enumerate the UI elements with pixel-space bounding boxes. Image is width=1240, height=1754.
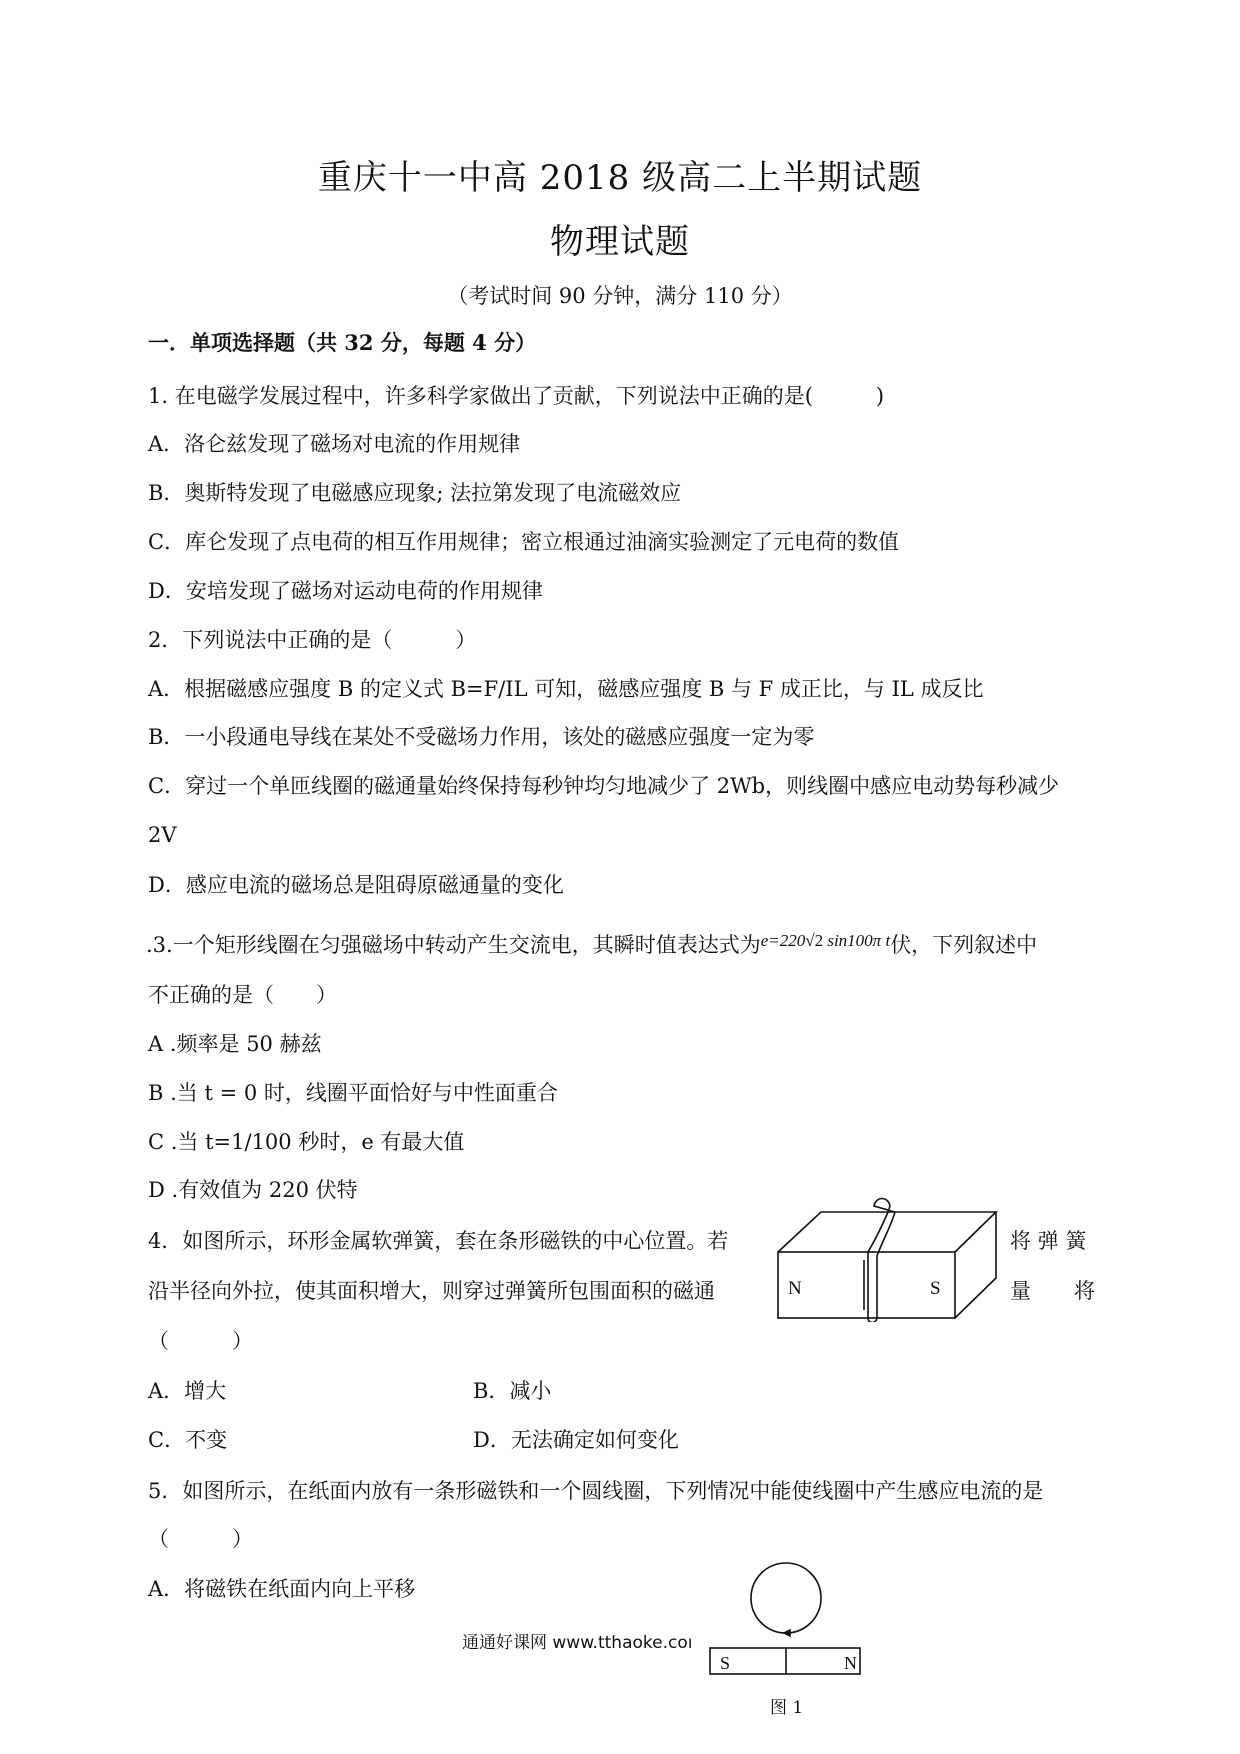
magnet-front-face (778, 1252, 955, 1318)
q2-stem: 2．下列说法中正确的是（ ） (148, 628, 477, 652)
q3-stem-b: 伏，下列叙述中 (890, 933, 1038, 957)
q3-stem-cont: 不正确的是（ ） (148, 983, 337, 1007)
coil-direction-arrow (784, 1630, 790, 1636)
q5-magnet-s-label: S (720, 1653, 731, 1673)
q3-stem-a: .3.一个矩形线圈在匀强磁场中转动产生交流电，其瞬时值表达式为 (146, 933, 761, 957)
magnet-right-face (955, 1212, 996, 1318)
q1-stem: 1. 在电磁学发展过程中，许多科学家做出了贡献，下列说法中正确的是( ) (148, 384, 885, 408)
exam-info: （考试时间 90 分钟，满分 110 分） (447, 284, 793, 308)
magnet-s-label: S (930, 1278, 941, 1299)
q3-option-d: D .有效值为 220 伏特 (148, 1178, 358, 1202)
q4-line2: 沿半径向外拉，使其面积增大，则穿过弹簧所包围面积的磁通 (148, 1279, 715, 1303)
q3-option-b: B .当 t = 0 时，线圈平面恰好与中性面重合 (148, 1081, 558, 1105)
q4-magnet-figure (776, 1192, 998, 1322)
q2-option-c: C．穿过一个单匝线圈的磁通量始终保持每秒钟均匀地减少了 2Wb，则线圈中感应电动势每秒减少 (148, 774, 1060, 798)
q5-magnet-n-label: N (844, 1653, 857, 1673)
q4-option-d: D．无法确定如何变化 (473, 1428, 679, 1452)
q3-option-c: C .当 t=1/100 秒时，e 有最大值 (148, 1130, 465, 1154)
q5-coil-magnet-figure (706, 1562, 866, 1690)
q3-formula: e=220√2 sin100π t (760, 931, 891, 950)
q2-option-a: A．根据磁感应强度 B 的定义式 B=F/IL 可知，磁感应强度 B 与 F 成正比，与 IL 成反比 (148, 677, 984, 701)
q2-option-c-cont: 2V (148, 823, 177, 847)
watermark: 通通好课网 www.tthaoke.coı (462, 1633, 693, 1653)
q4-blank: （ ） (148, 1329, 253, 1353)
figure-label: 图 1 (770, 1698, 804, 1718)
subject-title: 物理试题 (550, 222, 690, 262)
q4-line1-right: 将 弹 簧 (1010, 1229, 1087, 1253)
q1-option-c: C．库仑发现了点电荷的相互作用规律；密立根通过油滴实验测定了元电荷的数值 (148, 530, 900, 554)
q1-option-a: A．洛仑兹发现了磁场对电流的作用规律 (148, 432, 521, 456)
q5-option-a: A．将磁铁在纸面内向上平移 (148, 1577, 416, 1601)
q3-option-a: A .频率是 50 赫兹 (148, 1032, 322, 1056)
q4-line1: 4．如图所示，环形金属软弹簧，套在条形磁铁的中心位置。若 (148, 1229, 729, 1253)
q2-option-d: D．感应电流的磁场总是阻碍原磁通量的变化 (148, 873, 564, 897)
magnet-n-label: N (788, 1278, 802, 1299)
q4-option-c: C．不变 (148, 1428, 228, 1452)
school-title: 重庆十一中高 2018 级高二上半期试题 (317, 158, 923, 198)
q4-option-a: A．增大 (148, 1379, 227, 1403)
section-heading: 一．单项选择题（共 32 分，每题 4 分） (148, 330, 537, 355)
q4-option-b: B．减小 (473, 1379, 552, 1403)
circular-coil (751, 1563, 821, 1633)
q1-option-d: D．安培发现了磁场对运动电荷的作用规律 (148, 579, 543, 603)
q4-line2-right-a: 量 (1010, 1279, 1031, 1303)
q4-line2-right-b: 将 (1074, 1279, 1095, 1303)
q1-option-b: B．奥斯特发现了电磁感应现象; 法拉第发现了电流磁效应 (148, 481, 682, 505)
q3-stem (146, 930, 1037, 962)
spring-ring (868, 1199, 895, 1323)
bar-magnet (710, 1648, 860, 1674)
q2-option-b: B．一小段通电导线在某处不受磁场力作用，该处的磁感应强度一定为零 (148, 725, 815, 749)
q5-stem: 5．如图所示，在纸面内放有一条形磁铁和一个圆线圈，下列情况中能使线圈中产生感应电流的是 (148, 1479, 1044, 1503)
q5-blank: （ ） (148, 1527, 253, 1551)
